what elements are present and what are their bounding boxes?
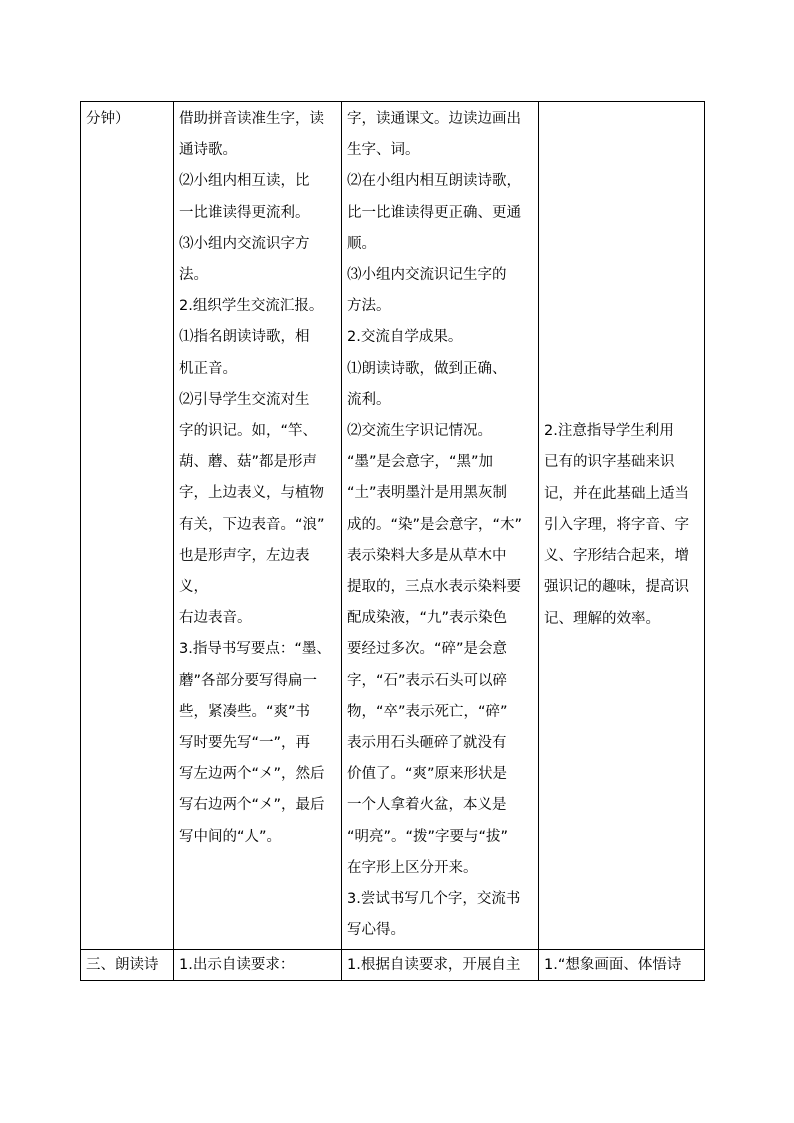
- text-line: “土”表明墨汁是用黑灰制: [347, 485, 508, 502]
- text-line: 分钟）: [86, 111, 130, 127]
- text-line: 表示染料大多是从草木中: [347, 547, 507, 564]
- text-line: 字，上边表义，与植物: [179, 485, 324, 502]
- text-line: ⑵小组内相互读，比: [179, 173, 310, 190]
- text-line: 要经过多次。“碎”是会意: [347, 641, 508, 658]
- text-line: 流利。: [347, 391, 391, 408]
- text-line: 在字形上区分开来。: [347, 859, 478, 876]
- text-line: 已有的识字基础来识: [544, 454, 675, 471]
- text-line: 2.注意指导学生利用: [544, 423, 674, 440]
- text-line: 2.交流自学成果。: [347, 329, 463, 346]
- text-line: “墨”是会意字，“黑”加: [347, 454, 494, 471]
- text-line: ⑵引导学生交流对生: [179, 391, 310, 408]
- text-line: 葫、蘑、菇”都是形声: [179, 454, 318, 471]
- text-line: 蘑”各部分要写得扁一: [179, 672, 318, 689]
- text-line: 记、理解的效率。: [544, 610, 660, 627]
- text-line: ⑵交流生字识记情况。: [347, 423, 492, 440]
- text-line: ⑶小组内交流识字方: [179, 235, 310, 252]
- table-row-main: [81, 102, 705, 950]
- lesson-plan-table: [80, 101, 705, 981]
- text-line: 价值了。“爽”原来形状是: [347, 766, 508, 783]
- text-line: 写心得。: [347, 922, 405, 939]
- text-line: “明亮”。“拨”字要与“拔”: [347, 828, 509, 845]
- text-line: 强识记的趣味，提高识: [544, 579, 689, 596]
- text-line: 表示用石头砸碎了就没有: [347, 735, 507, 752]
- text-line: 借助拼音读准生字，读: [179, 111, 324, 127]
- table-row-reading-poem: [81, 950, 705, 981]
- text-line: 配成染液，“九”表示染色: [347, 610, 508, 627]
- text-line: 方法。: [347, 298, 391, 315]
- text-line: 机正音。: [179, 360, 237, 377]
- text-line: 右边表音。: [179, 610, 252, 627]
- text-line: 写中间的“人”。: [179, 828, 282, 845]
- text-line: 成的。“染”是会意字，“木”: [347, 516, 523, 533]
- cell-design-intent: [539, 102, 705, 950]
- text-line: 通诗歌。: [179, 142, 237, 159]
- text-line: 义、字形结合起来，增: [544, 548, 689, 565]
- cell-lines: [179, 104, 337, 853]
- cell-lines: [544, 416, 700, 634]
- cell-student-activity: 1.根据自读要求，开展自主: [342, 950, 539, 981]
- text-line: 一个人拿着火盆，本义是: [347, 797, 507, 814]
- cell-teacher-activity: 1.出示自读要求：: [174, 950, 342, 981]
- text-line: 物，“卒”表示死亡，“碎”: [347, 703, 508, 720]
- text-line: 法。: [179, 267, 208, 284]
- text-line: 2.组织学生交流汇报。: [179, 298, 324, 315]
- text-line: 引入字理，将字音、字: [544, 516, 689, 533]
- text-line: 字，“石”表示石头可以碎: [347, 672, 508, 689]
- cell-student-activities: [342, 102, 539, 950]
- text-line: 有关，下边表音。“浪”: [179, 516, 325, 533]
- text-line: 3.指导书写要点：“墨、: [179, 641, 331, 658]
- text-line: 写左边两个“㐅”，然后: [179, 766, 325, 783]
- cell-stage-title: 三、朗读诗: [81, 950, 174, 981]
- text-line: 记，并在此基础上适当: [544, 485, 689, 502]
- text-line: 3.尝试书写几个字，交流书: [347, 891, 521, 908]
- text-line: 顺。: [347, 235, 376, 252]
- lesson-plan-table-wrapper: [80, 101, 705, 981]
- cell-lines: [347, 104, 534, 946]
- text-line: 写右边两个“㐅”，最后: [179, 797, 325, 814]
- cell-stage-duration: [81, 102, 174, 950]
- text-line: 也是形声字，左边表义，: [179, 547, 310, 596]
- text-line: 生字、词。: [347, 142, 420, 159]
- text-line: ⑴指名朗读诗歌，相: [179, 329, 310, 346]
- text-line: 字，读通课文。边读边画出: [347, 111, 521, 127]
- text-line: ⑵在小组内相互朗读诗歌，: [347, 173, 521, 190]
- text-line: 一比谁读得更流利。: [179, 204, 310, 221]
- text-line: 些，紧凑些。“爽”书: [179, 703, 311, 720]
- text-line: ⑴朗读诗歌，做到正确、: [347, 360, 507, 377]
- text-line: 写时要先写“一”，再: [179, 735, 311, 752]
- cell-design-note: 1.“想象画面、体悟诗: [539, 950, 705, 981]
- cell-teacher-activities: [174, 102, 342, 950]
- text-line: 提取的，三点水表示染料要: [347, 579, 521, 596]
- text-line: 字的识记。如，“竿、: [179, 423, 318, 440]
- text-line: ⑶小组内交流识记生字的: [347, 267, 507, 284]
- cell-lines: [86, 104, 169, 135]
- text-line: 比一比谁读得更正确、更通: [347, 204, 521, 221]
